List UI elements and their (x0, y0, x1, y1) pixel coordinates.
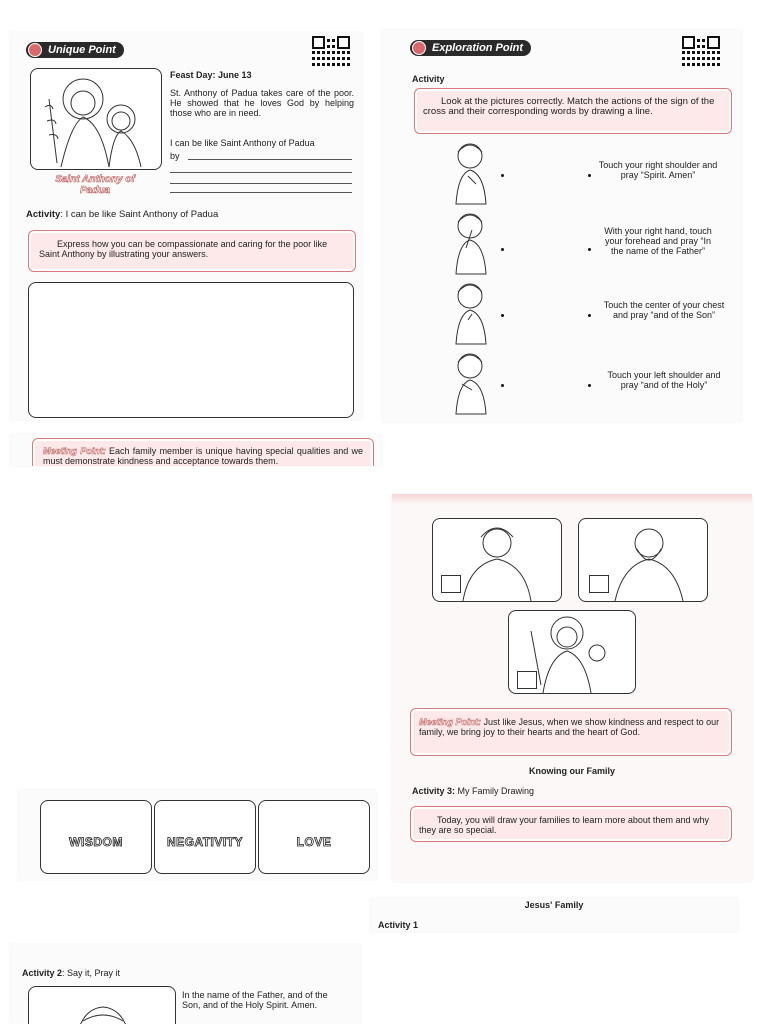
activity-heading: Activity 1 (378, 920, 419, 930)
worksheet-page-exploration-point (382, 30, 742, 422)
answer-line[interactable] (170, 192, 352, 193)
word-card[interactable] (258, 800, 370, 874)
meeting-point-strip (10, 434, 382, 466)
praying-child-image (442, 350, 502, 416)
qr-code-icon (312, 36, 350, 66)
meeting-point-box (32, 438, 374, 466)
person-drawing (29, 987, 175, 1024)
word-negativity: NEGATIVITY (166, 835, 244, 849)
meeting-point-text: Meeting Point: Each family member is unique having special qualities and we must demonstrate kindness and acceptance towards them. (43, 446, 363, 466)
activity-heading: Activity 3: My Family Drawing (412, 786, 535, 796)
match-item-text: Touch your right shoulder and pray “Spirit. Amen” (598, 160, 718, 180)
match-dot-left[interactable] (501, 314, 504, 317)
qr-code-icon (682, 36, 720, 66)
saint-caption: Saint Anthony of Padua (55, 174, 135, 196)
family-picture-anthony (508, 610, 636, 694)
word-card[interactable] (154, 800, 256, 874)
answer-line[interactable] (170, 172, 352, 173)
word-wisdom: WISDOM (69, 835, 123, 849)
saint-anthony-illustration (30, 68, 162, 170)
match-dot-right[interactable] (588, 174, 591, 177)
meeting-point-box (410, 708, 732, 756)
answer-line[interactable] (170, 183, 352, 184)
match-row (382, 210, 742, 280)
word-card[interactable] (40, 800, 152, 874)
prompt-line: I can be like Saint Anthony of Padua (170, 138, 315, 148)
meeting-point-text: Meeting Point: Just like Jesus, when we show kindness and respect to our family, we bring joy to their hearts and the heart of God. (419, 717, 720, 737)
drawing-area[interactable] (28, 282, 354, 418)
instruction-text: Today, you will draw your families to learn more about them and why they are so special. (419, 815, 709, 835)
worksheet-page-say-it (10, 944, 360, 1024)
match-dot-right[interactable] (588, 384, 591, 387)
match-row (382, 140, 742, 210)
match-dot-right[interactable] (588, 248, 591, 251)
worksheet-page-unique-point (10, 32, 362, 420)
match-item-text: Touch your left shoulder and pray “and of the Holy” (607, 370, 721, 390)
activity-heading: Activity (412, 74, 445, 84)
page-title: Jesus' Family (524, 900, 584, 910)
instruction-text: Look at the pictures correctly. Match the actions of the sign of the cross and their corresponding words by drawing a line. (423, 96, 715, 117)
match-dot-right[interactable] (588, 314, 591, 317)
prayer-text: In the name of the Father, and of the Son, and of the Holy Spirit. Amen. (182, 990, 328, 1010)
answer-line[interactable] (188, 159, 352, 160)
saint-anthony-drawing (31, 69, 161, 169)
instruction-box (28, 230, 356, 272)
match-item-text: With your right hand, touch your forehead and pray “In the name of the Father” (604, 226, 712, 256)
praying-child-image (442, 140, 502, 206)
instruction-text: Express how you can be compassionate and caring for the poor like Saint Anthony by illustrating your answers. (39, 239, 328, 259)
match-row (382, 350, 742, 420)
praying-child-image (442, 280, 502, 346)
family-picture-joseph (578, 518, 708, 602)
match-item-text: Touch the center of your chest and pray “and of the Son” (603, 300, 725, 320)
activity-heading: Activity: I can be like Saint Anthony of Padua (26, 209, 219, 220)
prayer-illustration (28, 986, 176, 1024)
match-dot-left[interactable] (501, 248, 504, 251)
instruction-box (410, 806, 732, 842)
instruction-box (414, 88, 732, 134)
gear-icon (412, 41, 426, 55)
prompt-by: by (170, 151, 180, 161)
saint-description: St. Anthony of Padua takes care of the poor. He showed that he loves God by helping those who are in need. (170, 88, 354, 118)
worksheet-page-family (392, 494, 752, 882)
picture-checkbox[interactable] (589, 575, 609, 593)
word-love: LOVE (296, 835, 332, 849)
picture-checkbox[interactable] (517, 671, 537, 689)
jesus-family-strip (370, 898, 738, 932)
picture-checkbox[interactable] (441, 575, 461, 593)
unique-point-badge: Unique Point (26, 42, 124, 58)
match-dot-left[interactable] (501, 174, 504, 177)
section-title: Knowing our Family (528, 766, 615, 776)
activity-heading: Activity 2: Say it, Pray it (22, 968, 121, 978)
exploration-point-badge: Exploration Point (410, 40, 531, 56)
feast-day: Feast Day: June 13 (170, 70, 252, 80)
gear-icon (28, 43, 42, 57)
pink-top-border (392, 494, 752, 504)
match-row (382, 280, 742, 350)
family-picture-mary (432, 518, 562, 602)
word-cards-strip (18, 790, 376, 880)
praying-child-image (442, 210, 502, 276)
match-dot-left[interactable] (501, 384, 504, 387)
